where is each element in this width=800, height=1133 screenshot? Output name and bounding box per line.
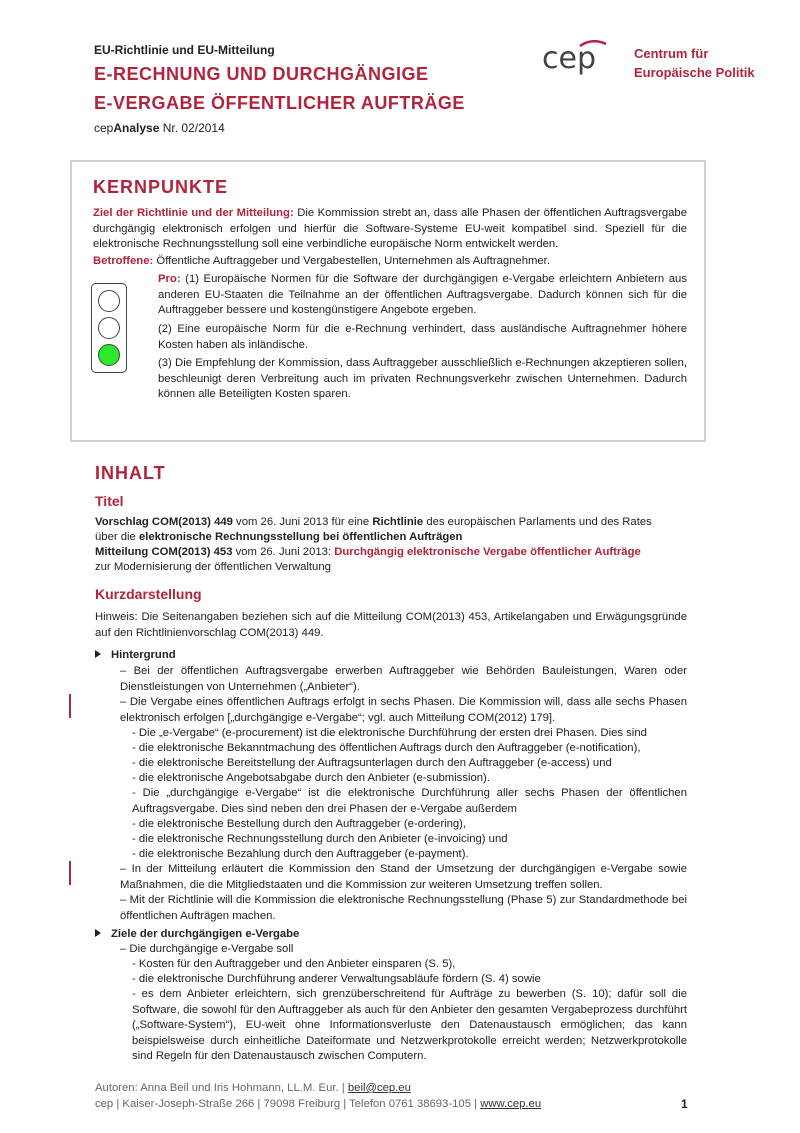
goals-item-2: - die elektronische Durchführung anderer Verwaltungsabläufe fördern (S. 4) sowie [132,973,541,985]
footer-authors: Autoren: Anna Beil und Iris Hohmann, LL.M. Eur. | beil@cep.eu [95,1082,411,1094]
change-marker-2 [69,861,71,885]
content-heading: INHALT [95,463,166,483]
document-title-line-2: E-VERGABE ÖFFENTLICHER AUFTRÄGE [94,93,465,113]
goals-intro: – Die durchgängige e-Vergabe soll [120,943,294,955]
analysis-number: cepAnalyse Nr. 02/2014 [94,121,225,135]
background-item-2b-3: - die elektronische Bezahlung durch den Auftraggeber (e-payment). [132,848,469,860]
email-link[interactable]: beil@cep.eu [347,1082,411,1094]
change-marker-1 [69,694,71,718]
background-item-2a-1: - die elektronische Bekanntmachung des öffentlichen Auftrags durch den Auftraggeber (e-notification), [132,742,641,754]
background-item-1: – Bei der öffentlichen Auftragsvergabe erwerben Auftraggeber wie Behörden Bauleistungen, Waren oder Dienstleistungen von Unternehmen („Anbieter“). [120,665,687,693]
bullet-triangle-icon [95,929,101,937]
title-line-1: Vorschlag COM(2013) 449 vom 26. Juni 2013 für eine Richtlinie des europäischen Parlaments und des Rates [95,516,652,528]
pro-point-1: Pro: (1) Europäische Normen für die Software der durchgängigen e-Vergabe erleichtern Anbietern aus anderen EU-Staaten die Teilnahme an der öffentlichen Auftragsvergabe. Dadurch können sich für die Auftraggeber bessere und kostengünstigere Angebote ergeben. [158,273,687,316]
goals-item-3: - es dem Anbieter erleichtern, sich grenzüberschreitend für Aufträge zu bewerben (S. 10); dafür soll die Software, die sowohl für den Auftraggeber als auch für den Anbieter den gesamten Vergabeprozess durchführt („Software-System“), EU-weit ohne Informationsverluste den Datenaustausch ermöglichen; das kann beispielsweise durch einheitliche Dateiformate und Netzwerkprotokolle erreicht werden; Netzwerkprotokolle sind Regeln für den Datenaustausch zwischen Computern. [132,988,687,1062]
background-heading: Hintergrund [95,649,176,661]
background-item-3: – In der Mitteilung erläutert die Kommission den Stand der Umsetzung der durchgängigen e-Vergabe sowie Maßnahmen, die die Mitgliedstaaten und die Kommission zur weiteren Umsetzung treffen sollen. [120,863,687,891]
background-item-2a-3: - die elektronische Angebotsabgabe durch den Anbieter (e-submission). [132,772,490,784]
title-line-4: zur Modernisierung der öffentlichen Verwaltung [95,561,331,573]
background-item-2a: - Die „e-Vergabe“ (e-procurement) ist die elektronische Durchführung der ersten drei Phasen. Dies sind [132,727,647,739]
traffic-light-top-lamp [98,290,120,312]
background-item-4: – Mit der Richtlinie will die Kommission die elektronische Rechnungsstellung (Phase 5) zur Standardmethode bei öffentlichen Aufträgen machen. [120,894,687,922]
organization-name: Centrum für Europäische Politik [634,46,755,80]
pro-point-3: (3) Die Empfehlung der Kommission, dass Auftraggeber ausschließlich e-Rechnungen akzeptieren sollen, beschleunigt deren Verbreitung auch im privaten Rechnungsverkehr zwischen Unternehmen. Dadurch können alle Beteiligten Kosten sparen. [158,357,687,400]
document-title-line-1: E-RECHNUNG UND DURCHGÄNGIGE [94,64,429,84]
traffic-light-icon [91,283,127,373]
affected-paragraph: Betroffene: Öffentliche Auftraggeber und Vergabestellen, Unternehmen als Auftragnehmer. [93,255,550,267]
background-item-2a-2: - die elektronische Bereitstellung der Auftragsunterlagen durch den Auftraggeber (e-access) und [132,757,612,769]
footer-address: cep | Kaiser-Joseph-Straße 266 | 79098 Freiburg | Telefon 0761 38693-105 | www.cep.eu [95,1098,542,1110]
pro-point-2: (2) Eine europäische Norm für die e-Rechnung verhindert, dass ausländische Auftragnehmer höhere Kosten haben als inländische. [158,323,687,351]
title-line-2: über die elektronische Rechnungsstellung bei öffentlichen Aufträgen [95,531,463,543]
summary-subheading: Kurzdarstellung [95,586,202,602]
background-item-2: – Die Vergabe eines öffentlichen Auftrags erfolgt in sechs Phasen. Die Kommission will, dass alle sechs Phasen elektronisch erfolgen [„durchgängige e-Vergabe“; vgl. auch Mitteilung COM(2012) 179]. [120,696,687,724]
logo-text: cep [542,41,596,76]
cep-logo-icon [540,38,630,84]
website-link[interactable]: www.cep.eu [480,1098,542,1110]
goal-paragraph: Ziel der Richtlinie und der Mitteilung: Die Kommission strebt an, dass alle Phasen der öffentlichen Auftragsvergabe durchgängig elektronisch erfolgen und hierfür die Software-Systeme EU-weit kompatibel sind. Speziell für die elektronische Rechnungsstellung soll eine verbindliche europäische Norm entwickelt werden. [93,207,687,250]
page-number: 1 [681,1097,688,1111]
goals-heading: Ziele der durchgängigen e-Vergabe [95,928,299,940]
note-paragraph: Hinweis: Die Seitenangaben beziehen sich auf die Mitteilung COM(2013) 453, Artikelangaben und Erwägungsgründe auf den Richtlinienvorschlag COM(2013) 449. [95,611,687,639]
title-line-3: Mitteilung COM(2013) 453 vom 26. Juni 2013: Durchgängig elektronische Vergabe öffentlicher Aufträge [95,546,641,558]
bullet-triangle-icon [95,650,101,658]
document-category: EU-Richtlinie und EU-Mitteilung [94,43,275,57]
key-points-heading: KERNPUNKTE [93,177,229,197]
background-item-2b-2: - die elektronische Rechnungsstellung durch den Anbieter (e-invoicing) und [132,833,508,845]
background-item-2b: - Die „durchgängige e-Vergabe“ ist die elektronische Durchführung aller sechs Phasen der öffentlichen Auftragsvergabe. Dies sind neben den drei Phasen der e-Vergabe außerdem [132,787,687,815]
title-subheading: Titel [95,493,124,509]
traffic-light-middle-lamp [98,317,120,339]
traffic-light-green-lamp [98,344,120,366]
background-item-2b-1: - die elektronische Bestellung durch den Auftraggeber (e-ordering), [132,818,467,830]
goals-item-1: - Kosten für den Auftraggeber und den Anbieter einsparen (S. 5), [132,958,456,970]
